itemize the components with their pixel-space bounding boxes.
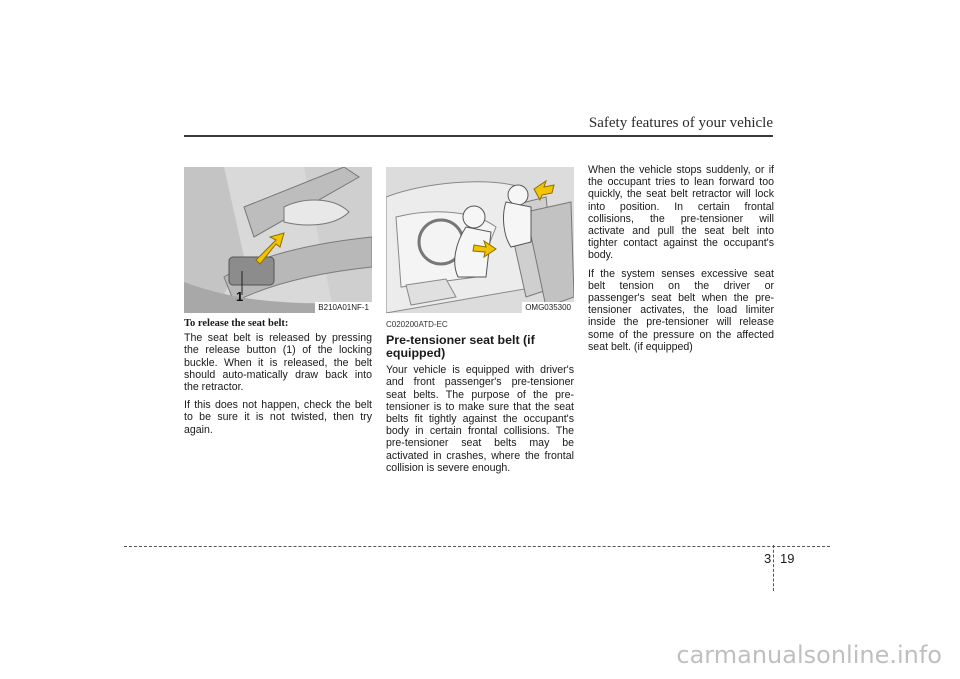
page-header-title: Safety features of your vehicle: [588, 115, 773, 131]
chapter-number: 3: [764, 551, 772, 566]
figure-code: B210A01NF-1: [315, 302, 372, 313]
car-interior-illustration: [386, 167, 574, 313]
callout-number: 1: [236, 289, 244, 304]
seat-belt-release-figure: [184, 167, 372, 313]
footer-divider: [124, 546, 830, 547]
pretensioner-figure: [386, 167, 574, 313]
body-paragraph: If this does not happen, check the belt to be sure it is not twisted, then try again.: [184, 399, 372, 436]
body-paragraph: If the system senses excessive seat belt tension on the driver or passenger's seat belt when the pre-tensioner activates, the load limiter inside the pre-tensioner will release some of the pressure on the affected seat belt. (if equipped): [588, 267, 774, 353]
subheading: To release the seat belt:: [184, 318, 289, 329]
body-paragraph: When the vehicle stops suddenly, or if the occupant tries to lean forward too quickly, the seat belt retractor will lock into position. In certain frontal collisions, the pre-tensioner will activate and pull the seat belt into tighter contact against the occupant's body.: [588, 164, 774, 262]
buckle-illustration: [184, 167, 372, 313]
body-paragraph: The seat belt is released by pressing the release button (1) of the locking buckle. When it is released, the belt should auto-matically draw back into the retractor.: [184, 332, 372, 394]
section-title: Pre-tensioner seat belt (if equipped): [386, 333, 535, 361]
watermark: carmanualsonline.info: [676, 641, 942, 669]
page-number-separator: [773, 545, 774, 591]
document-code: C020200ATD-EC: [386, 320, 448, 329]
body-paragraph: Your vehicle is equipped with driver's and front passenger's pre-tensioner seat belts. The purpose of the pre-tensioner is to make sure that the seat belts fit tightly against the occupant's body in certain frontal collisions. The pre-tensioner seat belts may be activated in crashes, where the frontal collision is severe enough.: [386, 364, 574, 474]
right-column: [588, 164, 774, 359]
page-number: 19: [780, 551, 795, 566]
header-divider: [184, 135, 773, 137]
middle-column: [386, 167, 574, 480]
figure-code: OMG035300: [522, 302, 574, 313]
left-column: [184, 167, 372, 442]
